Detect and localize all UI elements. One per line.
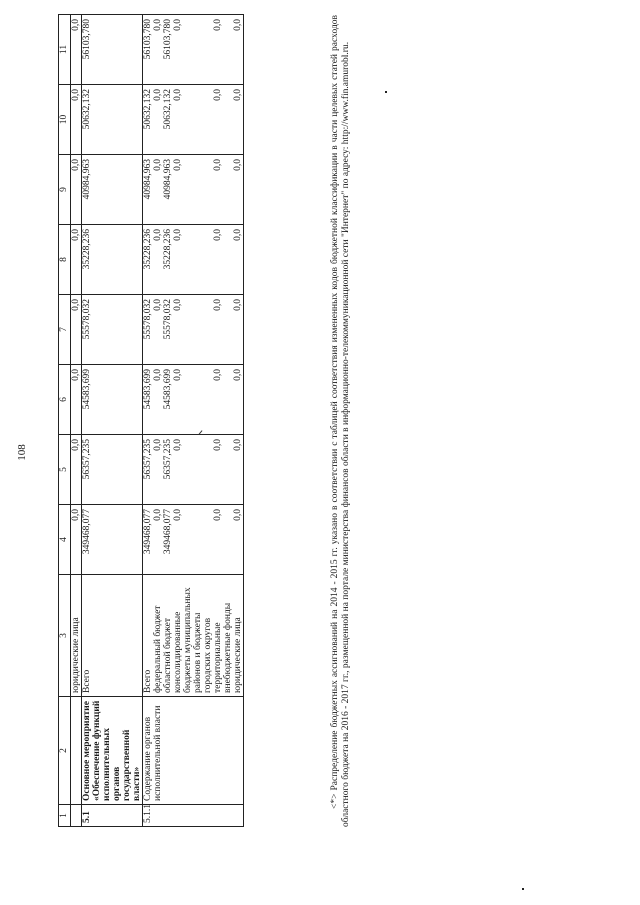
value-cell: 0,0	[153, 509, 163, 521]
value-cell: 0,0	[71, 505, 82, 575]
value-cell: 0,0	[71, 365, 82, 435]
header-cell: 4	[59, 505, 71, 575]
value-cell: 0,0	[173, 299, 183, 311]
value-cell: 0,0	[153, 229, 163, 241]
source-label: Всего	[82, 575, 143, 697]
page-number: 108	[16, 444, 28, 461]
row-number	[71, 805, 82, 827]
value-cell: 0,0	[213, 509, 223, 521]
value-cell: 0,0	[213, 159, 223, 171]
value-cell: 0,0	[153, 369, 163, 381]
value-cell: 55578,032	[143, 299, 153, 340]
value-cell: 56357,235	[143, 439, 153, 480]
value-cell: 35228,236	[143, 229, 153, 270]
value-cell: 50632,132	[163, 89, 173, 130]
header-cell: 7	[59, 295, 71, 365]
table-row	[71, 15, 82, 827]
value-cell: 0,0	[173, 509, 183, 521]
value-cell: 0,0	[173, 89, 183, 101]
header-cell: 6	[59, 365, 71, 435]
value-cell: 0,0	[233, 229, 243, 241]
source-label: консолидированные бюджеты муниципальных районов и бюджеты городских округов	[173, 587, 213, 693]
header-cell: 9	[59, 155, 71, 225]
source-list	[143, 575, 244, 697]
value-cell: 40984,963	[143, 159, 153, 200]
value-column	[143, 155, 244, 225]
value-cell: 56103,780	[82, 15, 143, 85]
value-cell: 0,0	[233, 19, 243, 31]
value-cell: 55578,032	[82, 295, 143, 365]
value-cell: 56103,780	[143, 19, 153, 60]
value-column	[143, 15, 244, 85]
value-cell: 0,0	[71, 295, 82, 365]
value-cell: 54583,699	[143, 369, 153, 410]
source-label: юридические лица	[71, 575, 82, 697]
value-cell: 349468,077	[82, 505, 143, 575]
value-cell: 0,0	[233, 159, 243, 171]
scan-dot	[522, 888, 524, 890]
footnote	[330, 15, 352, 827]
header-cell: 10	[59, 85, 71, 155]
value-column	[143, 225, 244, 295]
value-cell: 54583,699	[163, 369, 173, 410]
value-cell: 56357,235	[163, 439, 173, 480]
value-cell: 0,0	[213, 369, 223, 381]
value-cell: 35228,236	[82, 225, 143, 295]
value-cell: 0,0	[153, 439, 163, 451]
row-number: 5.1	[82, 805, 143, 827]
value-cell: 0,0	[153, 89, 163, 101]
value-cell: 0,0	[233, 89, 243, 101]
header-cell: 11	[59, 15, 71, 85]
value-cell: 56357,235	[82, 435, 143, 505]
value-cell: 0,0	[233, 509, 243, 521]
header-cell: 2	[59, 697, 71, 805]
source-label: Всего	[143, 669, 153, 693]
value-cell: 0,0	[173, 369, 183, 381]
value-cell: 0,0	[213, 19, 223, 31]
value-cell: 0,0	[71, 225, 82, 295]
value-cell: 0,0	[213, 229, 223, 241]
value-cell: 35228,236	[163, 229, 173, 270]
value-column	[143, 295, 244, 365]
value-cell: 56103,780	[163, 19, 173, 60]
value-cell: 0,0	[153, 299, 163, 311]
budget-table	[58, 14, 244, 827]
row-name: Содержание органов исполнительной власти	[143, 697, 244, 805]
row-number: 5.1.1	[143, 805, 244, 827]
value-cell: 40984,963	[163, 159, 173, 200]
value-cell: 0,0	[71, 15, 82, 85]
value-cell: 0,0	[213, 89, 223, 101]
value-column	[143, 435, 244, 505]
value-cell: 349468,077	[143, 509, 153, 555]
table-row	[82, 15, 143, 827]
header-cell: 1	[59, 805, 71, 827]
footnote-text: <*> Распределение бюджетных ассигнований на 2014 - 2015 гг. указано в соответствии с таблицей соответствия измененных кодов бюджетной классификации в части целевых статей расходов областного бюджета на 2016 - 2017 гг., размещенной на портале министерства финансов области в информационно-телекоммуникационной сети "Интернет" по адресу: http://www.fin.amurobl.ru.	[330, 15, 351, 827]
source-label: федеральный бюджет	[153, 605, 163, 693]
table-row	[143, 15, 244, 827]
source-label: территориальные внебюджетные фонды	[213, 602, 233, 693]
value-cell: 0,0	[153, 159, 163, 171]
value-cell: 0,0	[233, 299, 243, 311]
source-label: областной бюджет	[163, 617, 173, 693]
row-name: Основное мероприятие «Обеспечение функций исполнительных органов государственной власти»	[82, 697, 143, 805]
value-cell: 0,0	[233, 369, 243, 381]
value-cell: 50632,132	[143, 89, 153, 130]
value-column	[143, 505, 244, 575]
value-cell: 0,0	[153, 19, 163, 31]
value-cell: 54583,699	[82, 365, 143, 435]
header-cell: 5	[59, 435, 71, 505]
scan-dot	[385, 91, 387, 93]
value-cell: 55578,032	[163, 299, 173, 340]
value-cell: 0,0	[71, 85, 82, 155]
value-cell: 0,0	[213, 439, 223, 451]
value-column	[143, 85, 244, 155]
row-name	[71, 697, 82, 805]
value-cell: 0,0	[71, 435, 82, 505]
value-cell: 0,0	[71, 155, 82, 225]
header-row	[59, 15, 71, 827]
value-cell: 0,0	[173, 439, 183, 451]
value-column	[143, 365, 244, 435]
source-label: юридические лица	[233, 617, 243, 693]
value-cell: 0,0	[173, 159, 183, 171]
value-cell: 349468,077	[163, 509, 173, 555]
header-cell: 8	[59, 225, 71, 295]
value-cell: 0,0	[173, 229, 183, 241]
value-cell: 0,0	[173, 19, 183, 31]
header-cell: 3	[59, 575, 71, 697]
value-cell: 0,0	[213, 299, 223, 311]
value-cell: 0,0	[233, 439, 243, 451]
value-cell: 50632,132	[82, 85, 143, 155]
value-cell: 40984,963	[82, 155, 143, 225]
